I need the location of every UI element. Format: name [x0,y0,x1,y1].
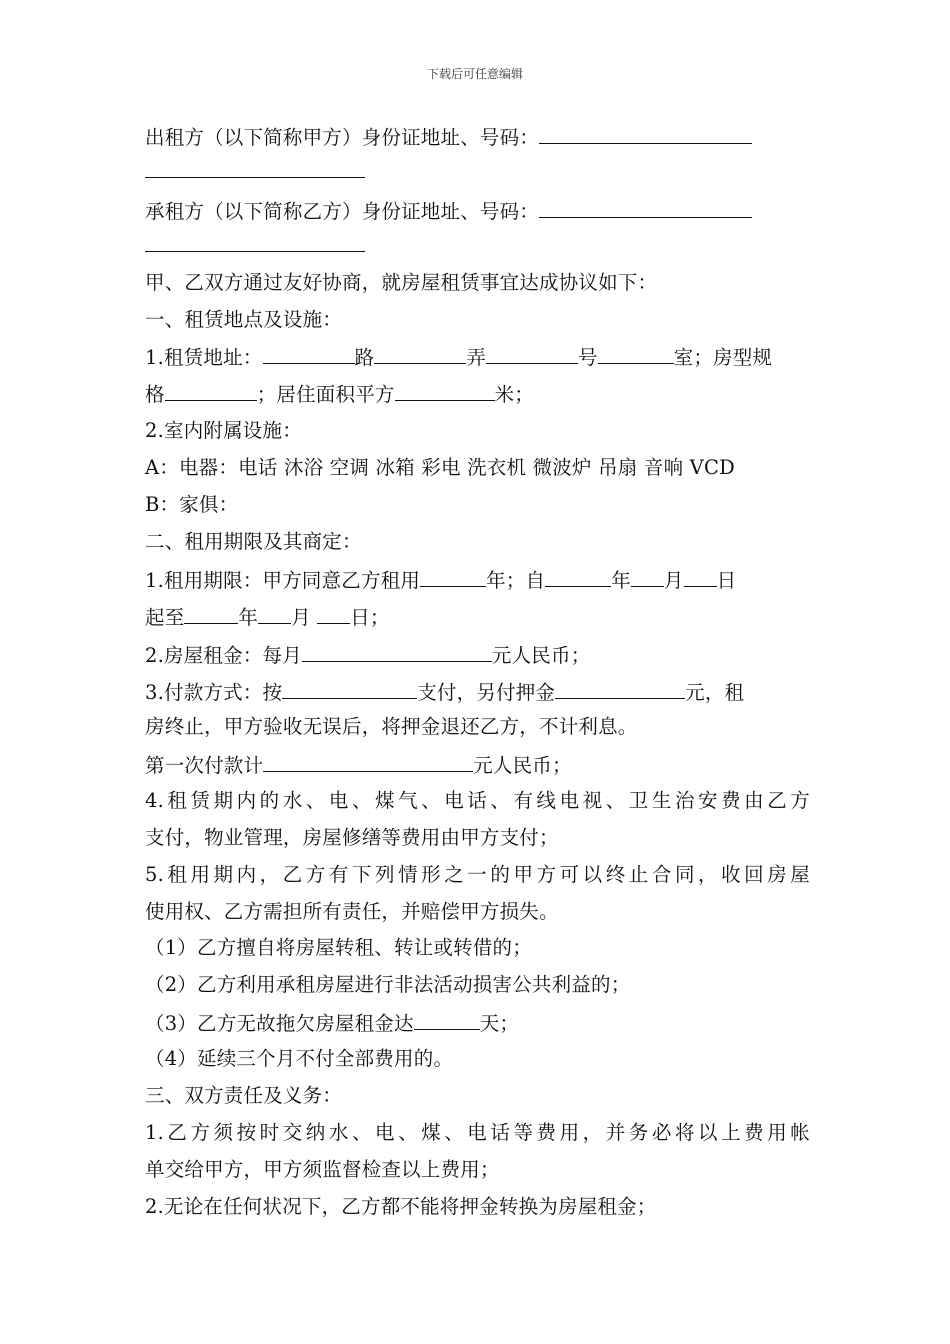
end-day-label: 日； [350,606,390,629]
duty-1: 1.乙方须按时交纳水、电、煤、电话等费用，并务必将以上费用帐 [145,1121,810,1144]
road-label: 路 [354,346,375,369]
termination-line-2: 使用权、乙方需担所有责任，并赔偿甲方损失。 [145,900,559,923]
termination-line: 5.租用期内，乙方有下列情形之一的甲方可以终止合同，收回房屋 [145,863,810,886]
end-year-blank[interactable] [184,603,238,624]
end-month-blank[interactable] [258,603,291,624]
lessee-id-line-2 [145,231,810,257]
end-month-label: 月 [291,606,311,629]
month-label: 月 [663,569,684,592]
lease-end-line [145,603,810,629]
lessor-id-line-2 [145,157,810,183]
section-2-heading: 二、租用期限及其商定： [145,530,362,553]
utilities-line-2: 支付，物业管理，房屋修缮等费用由甲方支付； [145,826,559,849]
lessee-id-line [145,197,810,223]
year-label: 年 [611,569,631,592]
furniture-line: B：家俱： [145,493,239,516]
start-year-blank[interactable] [545,566,611,587]
start-month-blank[interactable] [631,566,664,587]
condition-3-label: （3）乙方无故拖欠房屋租金达 [145,1012,414,1035]
duty-2: 2.无论在任何状况下，乙方都不能将押金转换为房屋租金； [145,1195,657,1218]
rent-blank[interactable] [302,641,492,662]
end-day-blank[interactable] [317,603,350,624]
lane-label: 弄 [466,346,486,369]
appliances-line: A：电器：电话 沐浴 空调 冰箱 彩电 洗衣机 微波炉 吊扇 音响 VCD [145,456,735,479]
rental-address-label: 1.租赁地址： [145,346,263,369]
payment-method-blank[interactable] [282,678,417,699]
day-label: 日 [716,569,737,592]
road-blank[interactable] [263,343,355,364]
area-blank[interactable] [395,380,495,401]
condition-2: （2）乙方利用承租房屋进行非法活动损害公共利益的； [145,973,631,996]
page-header: 下载后可任意编辑 [426,67,523,81]
lease-term-label: 1.租用期限：甲方同意乙方租用 [145,569,421,592]
lessor-id-blank-2[interactable] [145,157,365,178]
arrears-days-blank[interactable] [414,1009,480,1030]
rent-line [145,641,810,667]
first-payment-line [145,751,810,777]
deposit-blank[interactable] [555,678,685,699]
room-label: 室；房型规 [673,346,773,369]
deposit-label: 支付，另付押金 [417,681,556,704]
lessor-id-label: 出租方（以下简称甲方）身份证地址、号码： [145,126,540,149]
number-blank[interactable] [486,343,578,364]
payment-label: 3.付款方式：按 [145,681,283,704]
room-type-line [145,380,810,406]
lessee-id-blank[interactable] [539,197,752,218]
end-year-label: 年 [238,606,259,629]
area-label: ；居住面积平方 [256,383,395,406]
lease-years-blank[interactable] [420,566,486,587]
days-label: 天； [479,1012,520,1035]
rent-label: 2.房屋租金：每月 [145,644,302,667]
payment-line [145,678,810,704]
facilities-heading: 2.室内附属设施： [145,419,302,442]
room-type-blank[interactable] [165,380,257,401]
first-payment-unit: 元人民币； [473,754,572,777]
from-label: 年；自 [486,569,546,592]
deposit-unit: 元，租 [685,681,745,704]
lessor-id-line [145,123,810,149]
lane-blank[interactable] [374,343,466,364]
lessee-id-label: 承租方（以下简称乙方）身份证地址、号码： [145,200,540,223]
until-label: 起至 [145,606,185,629]
first-payment-label: 第一次付款计 [145,754,264,777]
room-blank[interactable] [598,343,674,364]
rent-unit: 元人民币； [491,644,591,667]
condition-3 [145,1009,810,1035]
utilities-line: 4.租赁期内的水、电、煤气、电话、有线电视、卫生治安费由乙方 [145,789,810,812]
condition-1: （1）乙方擅自将房屋转租、转让或转借的； [145,936,532,959]
area-unit: 米； [494,383,535,406]
number-label: 号 [577,346,598,369]
lessor-id-blank[interactable] [539,123,752,144]
lease-term-line [145,566,810,592]
deposit-return-line: 房终止，甲方验收无误后，将押金退还乙方，不计利息。 [145,715,638,738]
rental-address-line [145,343,810,369]
intro-paragraph: 甲、乙双方通过友好协商，就房屋租赁事宜达成协议如下： [145,271,658,294]
section-1-heading: 一、租赁地点及设施： [145,308,343,331]
first-payment-blank[interactable] [263,751,473,772]
condition-4: （4）延续三个月不付全部费用的。 [145,1047,454,1070]
section-3-heading: 三、双方责任及义务： [145,1084,343,1107]
room-type-label: 格 [145,383,165,406]
duty-1-cont: 单交给甲方，甲方须监督检查以上费用； [145,1158,500,1181]
lessee-id-blank-2[interactable] [145,231,365,252]
start-day-blank[interactable] [684,566,717,587]
